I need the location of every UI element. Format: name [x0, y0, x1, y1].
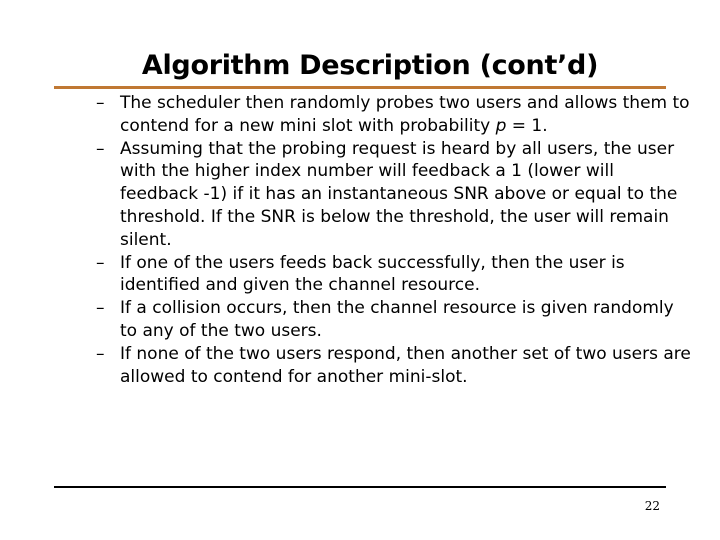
bullet-item [96, 252, 696, 298]
bullet-dash: – [96, 93, 105, 113]
bullet-text-end: = 1. [506, 115, 548, 136]
bullet-text: If a collision occurs, then the channel resource is given randomly to any of the two users. [120, 298, 674, 341]
bullet-dash: – [96, 138, 105, 159]
bullet-text: If none of the two users respond, then another set of two users are allowed to contend for another mini-slot. [120, 343, 691, 387]
footer-divider [54, 486, 666, 488]
bullet-item [96, 297, 696, 343]
bullet-list [96, 92, 696, 388]
bullet-item [96, 343, 696, 389]
slide-title: Algorithm Description (cont’d) [141, 50, 599, 82]
page-number: 22 [644, 499, 660, 513]
bullet-text: Assuming that the probing request is heard by all users, the user with the higher index number will feedback a 1 (lower will feedback -1) if it has an instantaneous SNR above or equal to the threshold. If the SNR is below the threshold, the user will remain silent. [120, 138, 678, 250]
title-divider [54, 86, 666, 89]
bullet-text: The scheduler then randomly probes two users and allows them to contend for a new mini slot with probability [120, 93, 690, 136]
bullet-dash: – [96, 252, 105, 273]
bullet-variable: p [495, 115, 507, 136]
bullet-text: If one of the users feeds back successfully, then the user is identified and given the channel resource. [120, 252, 625, 296]
bullet-item [96, 138, 696, 252]
bullet-dash: – [96, 298, 105, 319]
bullet-dash: – [96, 343, 105, 364]
bullet-item [96, 92, 696, 138]
